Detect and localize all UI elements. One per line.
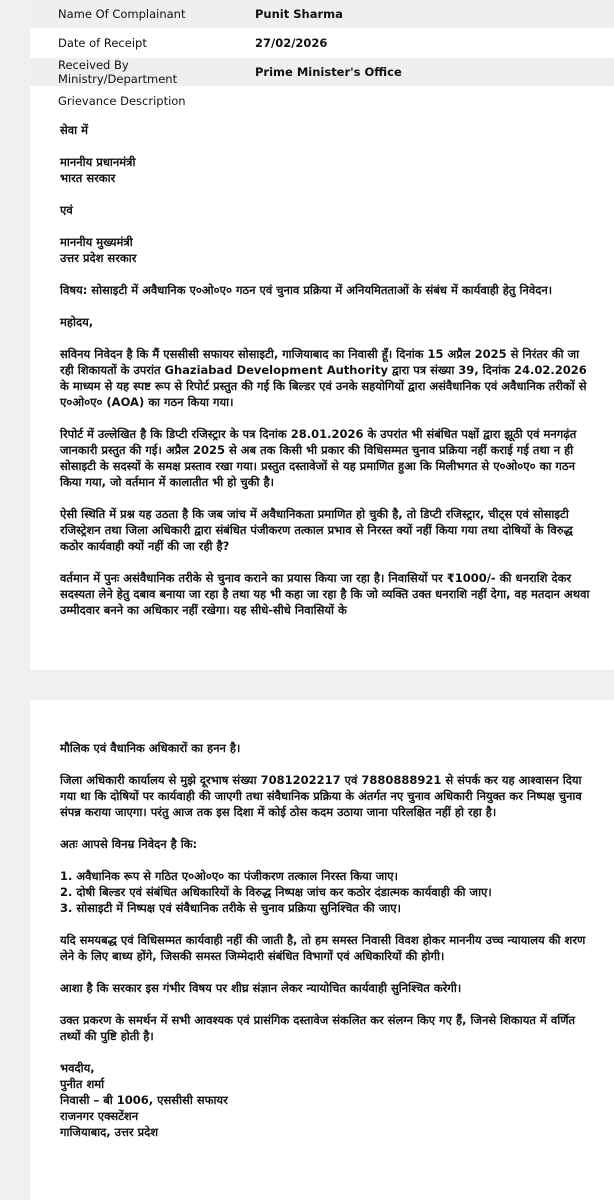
document-page-2 <box>30 700 614 1200</box>
signature-name: पुनीत शर्मा <box>60 1077 105 1091</box>
document-page-1 <box>30 0 614 670</box>
request-item: 3. सोसाइटी में निष्पक्ष एवं संवैधानिक तरीके से चुनाव प्रक्रिया सुनिश्चित की जाए। <box>60 901 402 915</box>
greeting: महोदय, <box>60 315 94 329</box>
meta-row <box>30 58 614 87</box>
subject: विषय: सोसाइटी में अवैधानिक ए०ओ०ए० गठन एवं चुनाव प्रक्रिया में अनियमितताओं के संबंध में कार्यवाही हेतु निवेदन। <box>60 283 553 297</box>
paragraph-3: ऐसी स्थिति में प्रश्न यह उठता है कि जब जांच में अवैधानिकता प्रमाणित हो चुकी है, तो डिप्टी रजिस्ट्रार, चीट्स एवं सोसाइटी रजिस्ट्रेशन तथा जिला अधिकारी द्वारा संबंधित पंजीकरण तत्काल प्रभाव से निरस्त क्यों नहीं किया गया तथा दोषियों के विरुद्ध कठोर कार्यवाही क्यों नहीं की जा रही है? <box>60 507 573 553</box>
meta-label: Grievance Description <box>30 87 223 116</box>
meta-label: Name Of Complainant <box>30 0 223 29</box>
paragraph-8: उक्त प्रकरण के समर्थन में सभी आवश्यक एवं प्रासंगिक दस्तावेज संकलित कर संलग्न किए गए हैं, जिनसे शिकायत में वर्णित तथ्यों की पुष्टि होती है। <box>60 1013 576 1043</box>
paragraph-1: सविनय निवेदन है कि मैं एससीसी सफायर सोसाइटी, गाजियाबाद का निवासी हूँ। दिनांक 15 अप्रैल 2025 से निरंतर की जा रही शिकायतों के उपरांत Ghaziabad Development Authority द्वारा पत्र संख्या 39, दिनांक 24.02.2026 के माध्यम से यह स्पष्ट रूप से रिपोर्ट प्रस्तुत की गई कि बिल्डर एवं उनके सहयोगियों द्वारा असंवैधानिक एवं अवैधानिक तरीकों से ए०ओ०ए० (AOA) का गठन किया गया। <box>60 347 587 409</box>
meta-value: 27/02/2026 <box>223 29 614 58</box>
paragraph-6: यदि समयबद्ध एवं विधिसम्मत कार्यवाही नहीं की जाती है, तो हम समस्त निवासी विवश होकर माननीय उच्च न्यायालय की शरण लेने के लिए बाध्य होंगे, जिसकी समस्त जिम्मेदारी संबंधित विभागों एवं अधिकारियों की होगी। <box>60 933 586 963</box>
signature-address-2: राजनगर एक्सटेंशन <box>60 1109 139 1123</box>
meta-row <box>30 0 614 29</box>
recipient-2-line-2: उत्तर प्रदेश सरकार <box>60 251 137 265</box>
meta-value: Punit Sharma <box>223 0 614 29</box>
request-intro: अतः आपसे विनम्र निवेदन है कि: <box>60 837 198 851</box>
meta-value: Prime Minister's Office <box>223 58 614 87</box>
letter-body-part-2 <box>30 700 614 1140</box>
request-item: 1. अवैधानिक रूप से गठित ए०ओ०ए० का पंजीकरण तत्काल निरस्त किया जाए। <box>60 869 398 883</box>
meta-value <box>223 87 614 116</box>
paragraph-4-continued: मौलिक एवं वैधानिक अधिकारों का हनन है। <box>60 741 241 755</box>
closing: भवदीय, <box>60 1061 95 1075</box>
salutation-to: सेवा में <box>60 123 89 137</box>
signature-address-3: गाजियाबाद, उत्तर प्रदेश <box>60 1125 159 1139</box>
paragraph-5: जिला अधिकारी कार्यालय से मुझे दूरभाष संख्या 7081202217 एवं 7880888921 से संपर्क कर यह आश्वासन दिया गया था कि दोषियों पर कार्यवाही की जाएगी तथा संवैधानिक प्रक्रिया के अंतर्गत नए चुनाव अधिकारी नियुक्त कर निष्पक्ष चुनाव संपन्न कराया जाएगा। परंतु आज तक इस दिशा में कोई ठोस कदम उठाया जाना परिलक्षित नहीं हो रहा है। <box>60 773 582 819</box>
and-connector: एवं <box>60 203 73 217</box>
letter-body-part-1 <box>30 116 614 618</box>
paragraph-7: आशा है कि सरकार इस गंभीर विषय पर शीघ्र संज्ञान लेकर न्यायोचित कार्यवाही सुनिश्चित करेगी। <box>60 981 462 995</box>
request-item: 2. दोषी बिल्डर एवं संबंधित अधिकारियों के विरुद्ध निष्पक्ष जांच कर कठोर दंडात्मक कार्यवाही की जाए। <box>60 885 492 899</box>
paragraph-4: वर्तमान में पुनः असंवैधानिक तरीके से चुनाव कराने का प्रयास किया जा रहा है। निवासियों पर ₹1000/- की धनराशि देकर सदस्यता लेने हेतु दबाव बनाया जा रहा है तथा यह भी कहा जा रहा है कि जो व्यक्ति उक्त धनराशि नहीं देगा, वह मतदान अथवा उम्मीदवार बनने का अधिकार नहीं रखेगा। यह सीधे-सीधे निवासियों के <box>60 571 590 617</box>
paragraph-2: रिपोर्ट में उल्लेखित है कि डिप्टी रजिस्ट्रार के पत्र दिनांक 28.01.2026 के उपरांत भी संबंधित पक्षों द्वारा झूठी एवं मनगढ़ंत जानकारी प्रस्तुत की गई। अप्रैल 2025 से अब तक किसी भी प्रकार की विधिसम्मत चुनाव प्रक्रिया नहीं कराई गई तथा न ही सोसाइटी के सदस्यों के समक्ष प्रस्ताव रखा गया। प्रस्तुत दस्तावेजों से यह प्रमाणित हुआ कि मिलीभगत से ए०ओ०ए० का गठन किया गया, जो वर्तमान में कालातीत भी हो चुकी है। <box>60 427 577 489</box>
recipient-2-line-1: माननीय मुख्यमंत्री <box>60 235 133 249</box>
meta-row <box>30 29 614 58</box>
grievance-meta-table <box>30 0 614 116</box>
meta-row <box>30 87 614 116</box>
meta-label: Received By Ministry/Department <box>30 58 223 87</box>
meta-label: Date of Receipt <box>30 29 223 58</box>
signature-address-1: निवासी – बी 1006, एससीसी सफायर <box>60 1093 228 1107</box>
recipient-1-line-1: माननीय प्रधानमंत्री <box>60 155 136 169</box>
recipient-1-line-2: भारत सरकार <box>60 171 116 185</box>
